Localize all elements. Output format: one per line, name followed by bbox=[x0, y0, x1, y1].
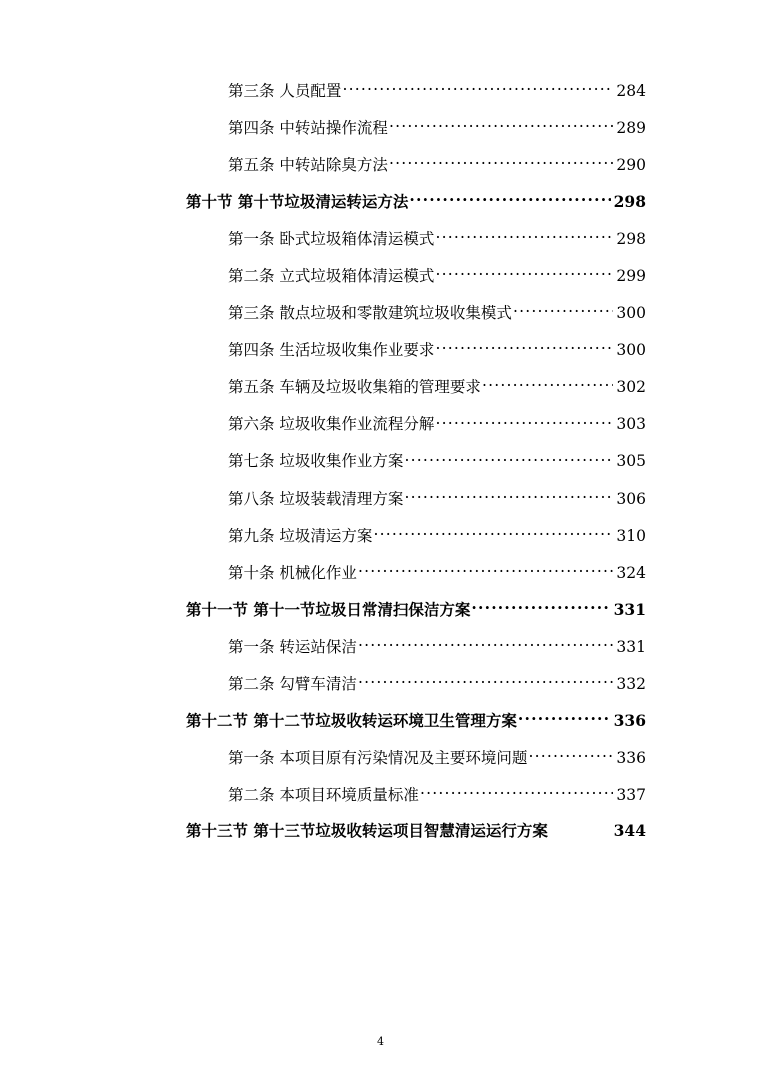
toc-entry-label: 第十一节 第十一节垃圾日常清扫保洁方案 bbox=[186, 599, 471, 619]
toc-entry-page-number: 336 bbox=[613, 711, 646, 731]
toc-entry[interactable] bbox=[0, 80, 761, 100]
toc-entry-label: 第九条 垃圾清运方案 bbox=[228, 526, 373, 545]
toc-entry[interactable] bbox=[0, 154, 761, 174]
page-number-footer: 4 bbox=[377, 1035, 384, 1048]
toc-entry[interactable] bbox=[0, 228, 761, 248]
toc-leader-dots bbox=[373, 525, 613, 541]
toc-entry-label: 第一条 本项目原有污染情况及主要环境问题 bbox=[228, 749, 528, 768]
toc-entry-page-number: 331 bbox=[616, 637, 646, 656]
toc-entry[interactable] bbox=[0, 711, 761, 731]
toc-entry[interactable] bbox=[0, 748, 761, 768]
toc-entry[interactable] bbox=[0, 451, 761, 471]
toc-entry-page-number: 303 bbox=[616, 415, 646, 434]
toc-entry-label: 第七条 垃圾收集作业方案 bbox=[228, 452, 404, 471]
toc-entry-label: 第三条 人员配置 bbox=[228, 81, 342, 100]
toc-leader-dots bbox=[342, 80, 613, 96]
toc-entry[interactable] bbox=[0, 303, 761, 323]
toc-leader-dots bbox=[435, 228, 613, 244]
toc-entry-label: 第五条 中转站除臭方法 bbox=[228, 155, 388, 174]
toc-entry-page-number: 344 bbox=[613, 820, 646, 840]
toc-entry-page-number: 310 bbox=[616, 526, 646, 545]
toc-entry-label: 第八条 垃圾装载清理方案 bbox=[228, 489, 404, 508]
toc-entry[interactable] bbox=[0, 191, 761, 211]
table-of-contents bbox=[0, 80, 761, 857]
toc-entry-label: 第三条 散点垃圾和零散建筑垃圾收集模式 bbox=[228, 304, 512, 323]
toc-leader-dots bbox=[358, 636, 613, 652]
toc-entry-page-number: 337 bbox=[616, 786, 646, 805]
toc-entry[interactable] bbox=[0, 488, 761, 508]
toc-entry-label: 第一条 转运站保洁 bbox=[228, 637, 357, 656]
toc-entry-label: 第四条 生活垃圾收集作业要求 bbox=[228, 341, 435, 360]
toc-entry-page-number: 299 bbox=[616, 266, 646, 285]
toc-entry[interactable] bbox=[0, 822, 761, 841]
toc-leader-dots bbox=[358, 562, 613, 578]
toc-entry-page-number: 302 bbox=[616, 378, 646, 397]
toc-entry-page-number: 290 bbox=[616, 155, 646, 174]
toc-entry-page-number: 324 bbox=[616, 563, 646, 582]
toc-entry-label: 第六条 垃圾收集作业流程分解 bbox=[228, 415, 435, 434]
toc-leader-dots bbox=[435, 265, 613, 281]
toc-entry-page-number: 298 bbox=[616, 229, 646, 248]
toc-entry-page-number: 300 bbox=[616, 341, 646, 360]
toc-entry-label: 第二条 勾臂车清洁 bbox=[228, 675, 357, 693]
toc-entry-label: 第十二节 第十二节垃圾收转运环境卫生管理方案 bbox=[186, 711, 517, 731]
toc-leader-dots bbox=[435, 340, 613, 356]
toc-leader-dots bbox=[513, 303, 613, 319]
toc-entry[interactable] bbox=[0, 340, 761, 360]
toc-entry[interactable] bbox=[0, 414, 761, 434]
toc-leader-dots bbox=[518, 711, 611, 727]
toc-leader-dots bbox=[389, 117, 613, 133]
toc-entry-label: 第十条 机械化作业 bbox=[228, 563, 357, 582]
toc-entry-page-number: 332 bbox=[616, 675, 646, 693]
toc-leader-dots bbox=[471, 599, 610, 615]
toc-entry-page-number: 306 bbox=[616, 489, 646, 508]
toc-entry[interactable] bbox=[0, 562, 761, 582]
toc-entry-label: 第十节 第十节垃圾清运转运方法 bbox=[186, 191, 409, 211]
toc-leader-dots bbox=[528, 748, 613, 764]
toc-entry-page-number: 300 bbox=[616, 304, 646, 323]
toc-entry-label: 第二条 本项目环境质量标准 bbox=[228, 786, 419, 805]
toc-entry[interactable] bbox=[0, 525, 761, 545]
toc-entry[interactable] bbox=[0, 674, 761, 694]
toc-entry[interactable] bbox=[0, 265, 761, 285]
toc-entry-page-number: 331 bbox=[613, 599, 646, 619]
toc-leader-dots bbox=[482, 377, 613, 393]
toc-entry-page-number: 289 bbox=[616, 118, 646, 137]
toc-entry[interactable] bbox=[0, 785, 761, 805]
toc-leader-dots bbox=[404, 451, 613, 467]
toc-leader-dots bbox=[389, 154, 613, 170]
toc-entry-label: 第一条 卧式垃圾箱体清运模式 bbox=[228, 229, 435, 248]
toc-entry-label: 第十三节 第十三节垃圾收转运项目智慧清运运行方案 bbox=[186, 820, 548, 840]
toc-entry-page-number: 298 bbox=[613, 191, 646, 211]
toc-entry[interactable] bbox=[0, 636, 761, 656]
toc-leader-dots bbox=[404, 488, 613, 504]
toc-entry-page-number: 336 bbox=[616, 749, 646, 768]
toc-entry-page-number: 284 bbox=[616, 81, 646, 100]
toc-leader-dots bbox=[358, 674, 613, 690]
toc-entry-label: 第四条 中转站操作流程 bbox=[228, 118, 388, 137]
toc-leader-dots bbox=[435, 414, 613, 430]
toc-leader-dots bbox=[420, 785, 613, 801]
toc-leader-dots bbox=[409, 191, 610, 207]
toc-entry-page-number: 305 bbox=[616, 452, 646, 471]
toc-entry-label: 第五条 车辆及垃圾收集箱的管理要求 bbox=[228, 378, 481, 397]
toc-entry[interactable] bbox=[0, 377, 761, 397]
toc-entry-label: 第二条 立式垃圾箱体清运模式 bbox=[228, 266, 435, 285]
toc-entry[interactable] bbox=[0, 599, 761, 619]
toc-entry[interactable] bbox=[0, 117, 761, 137]
